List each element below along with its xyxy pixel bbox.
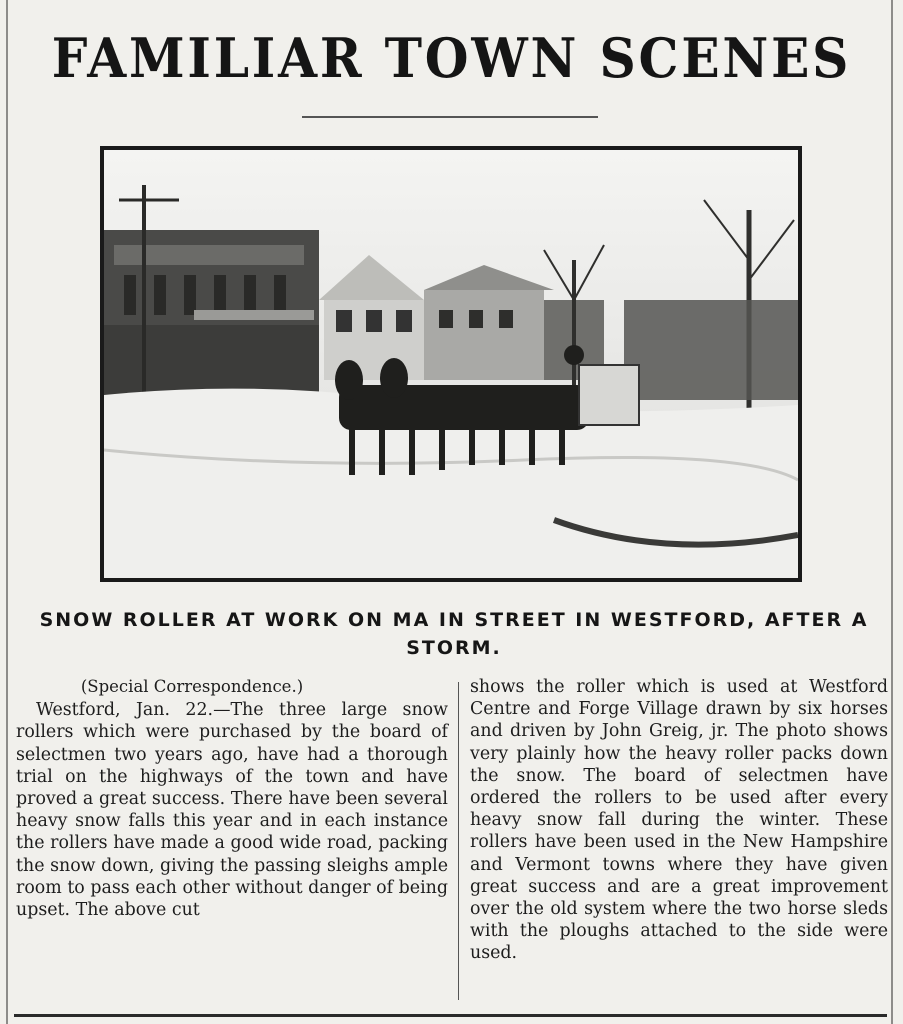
bottom-rule: [14, 1014, 887, 1017]
article-body-right: shows the roller which is used at Westford Centre and Forge Village drawn by six horses and driven by John Greig, jr. The photo shows very plainly how the heavy roller packs down the snow. The board of selectmen have ordered the rollers to be used after every heavy snow fall during the winter. These rollers have been used in the New Hampshire and Vermont towns where they have given great success and are a great improvement over the old system where the two horse sleds with the ploughs attached to the side were used.: [470, 677, 888, 964]
photo-caption: SNOW ROLLER AT WORK ON MA IN STREET IN WESTFORD, AFTER A STORM.: [39, 609, 869, 659]
article-column-right: [470, 676, 888, 965]
article-body-left: Westford, Jan. 22.—The three large snow rollers which were purchased by the board of selectmen two years ago, have had a thorough trial on the highways of the town and have proved a great success. There have been several heavy snow falls this year and in each instance the rollers have made a good wide road, packing the snow down, giving the passing sleighs ample room to pass each other without danger of being upset. The above cut: [16, 700, 448, 921]
article-column-left: [16, 676, 448, 921]
page-border-left: [6, 0, 8, 1024]
buildings-left: [104, 230, 319, 400]
headline: FAMILIAR TOWN SCENES: [51, 26, 852, 90]
snow-street-illustration: [104, 150, 798, 578]
page-border-right: [891, 0, 893, 1024]
dateline: (Special Correspondence.): [80, 677, 304, 696]
column-divider: [458, 682, 459, 1000]
headline-rule: [302, 116, 598, 118]
news-photo: [100, 146, 802, 582]
